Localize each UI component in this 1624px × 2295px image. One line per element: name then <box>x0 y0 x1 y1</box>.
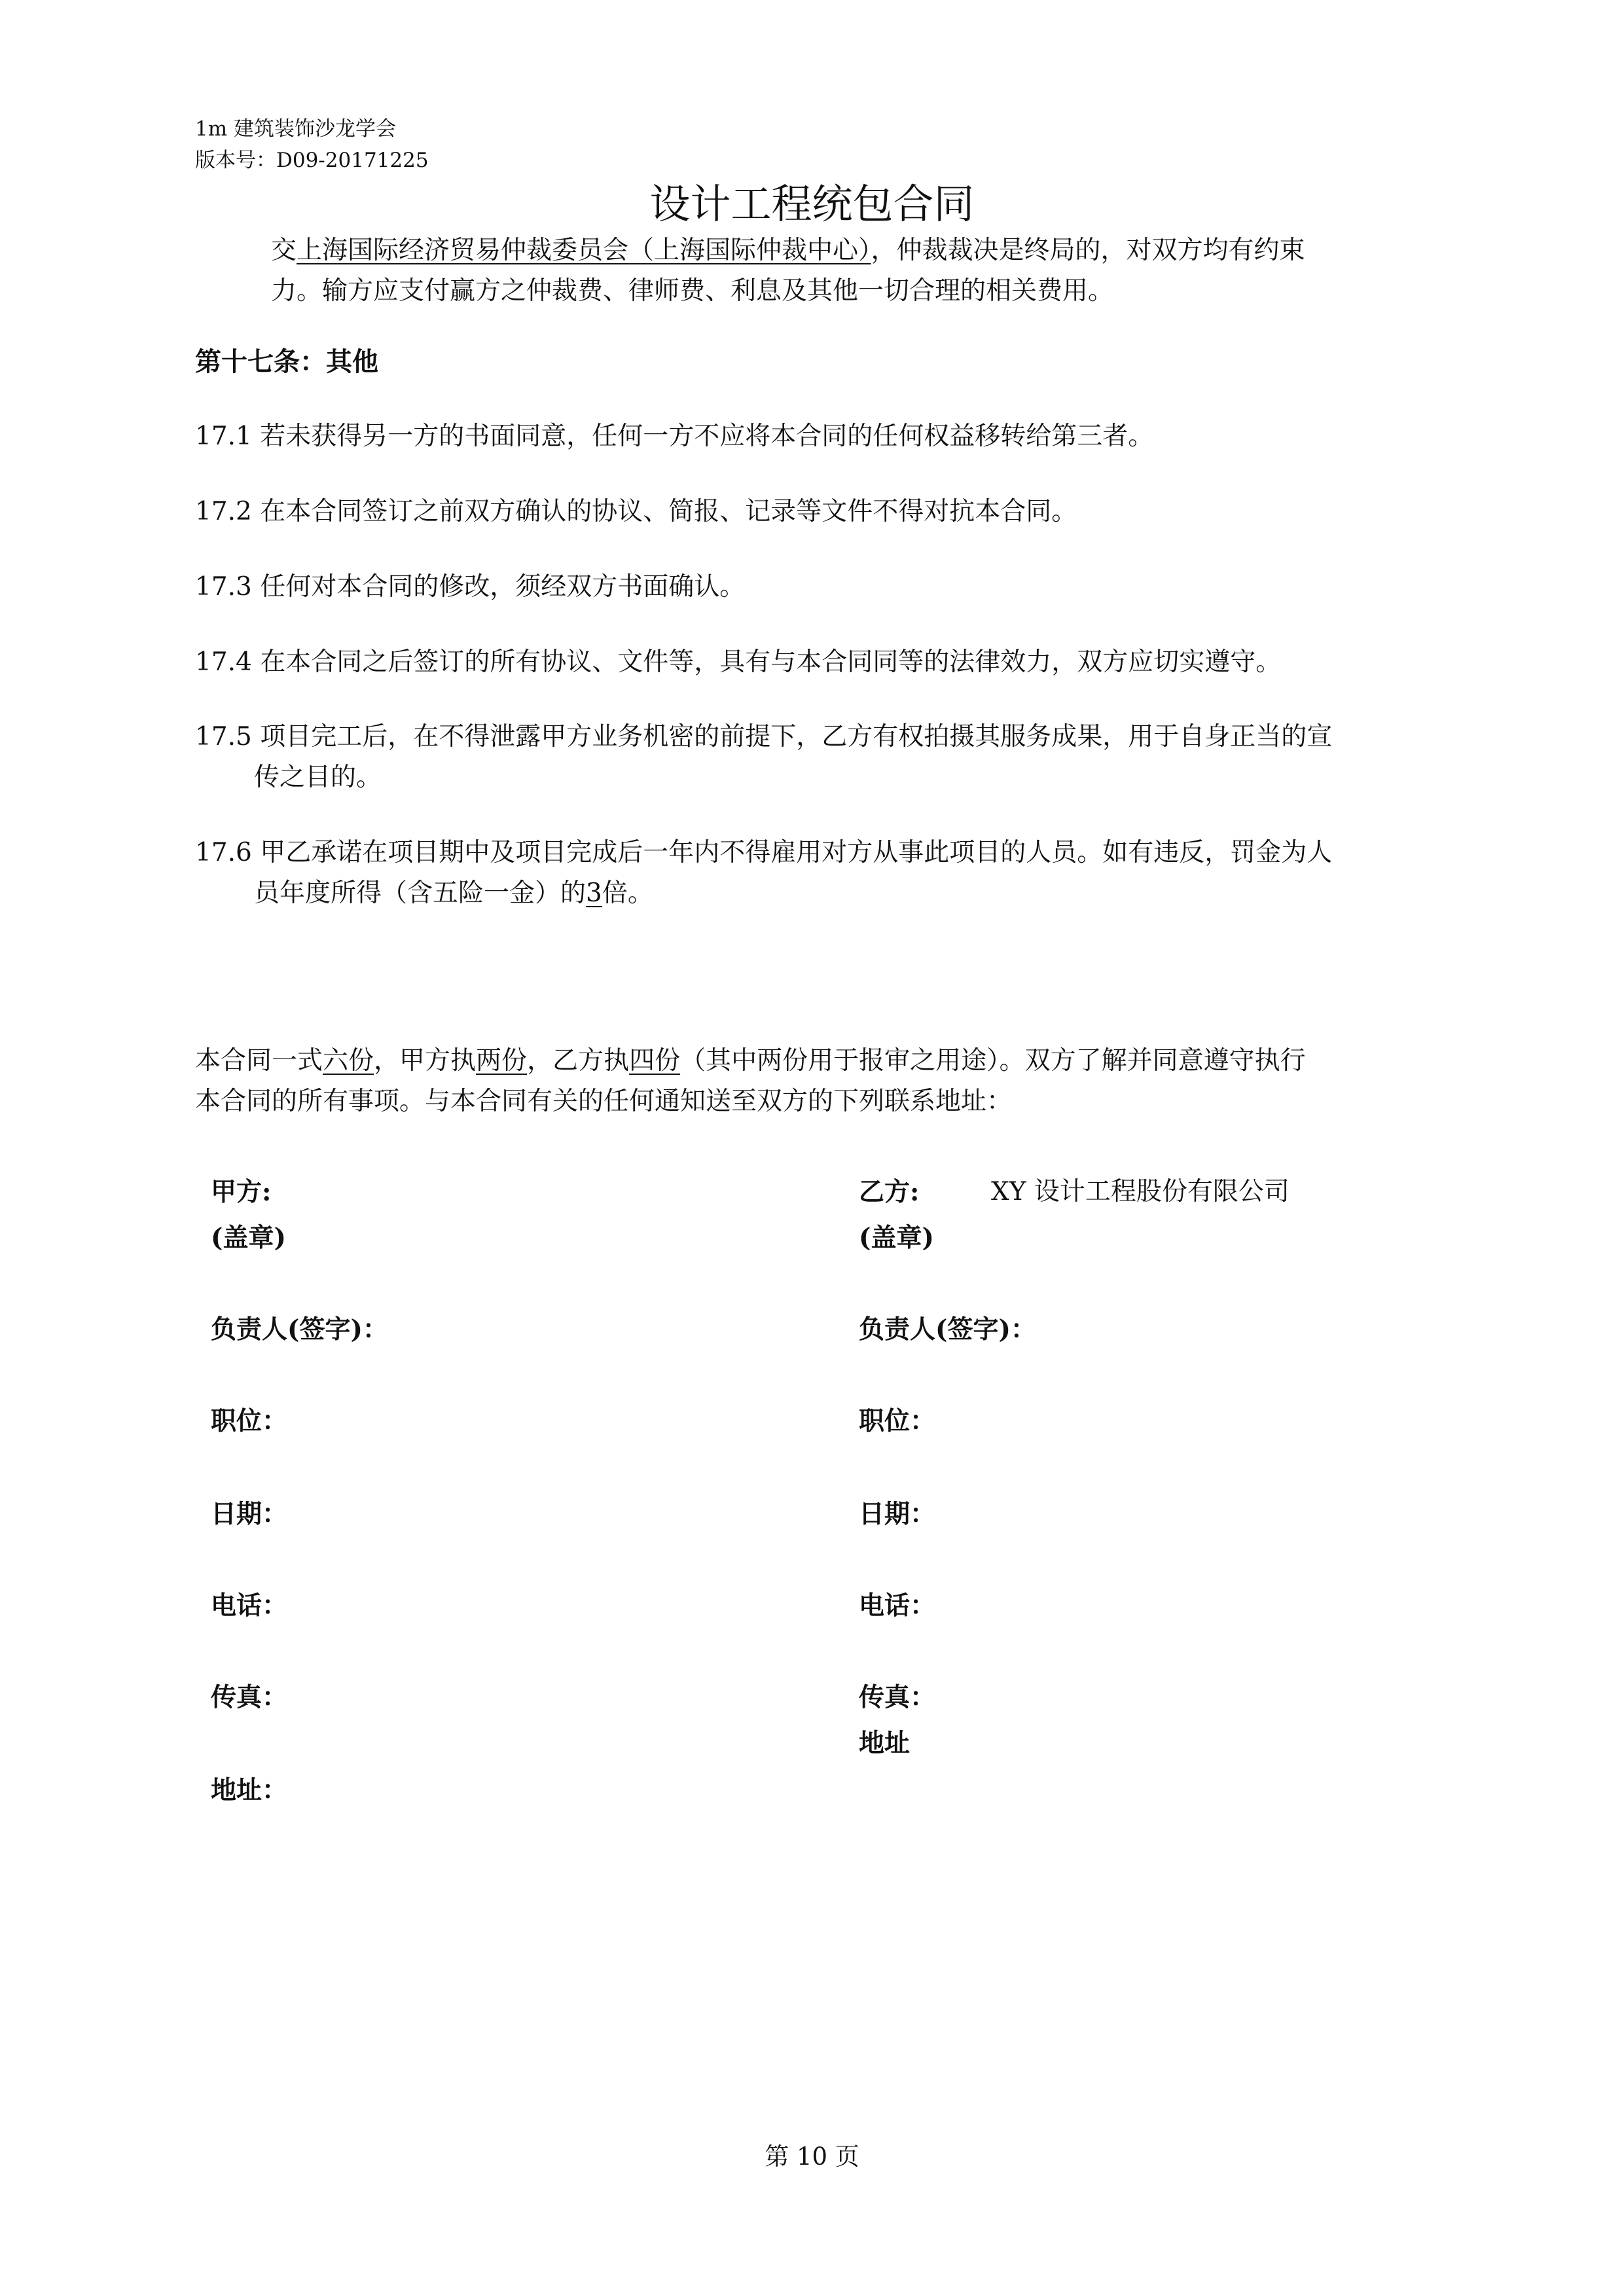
clause-line-2-suffix: 倍。 <box>602 878 653 908</box>
clause-line-2 <box>195 873 1458 914</box>
copies-text: （其中两份用于报审之用途）。双方了解并同意遵守执行 <box>680 1046 1306 1075</box>
copies-party-b: 四份 <box>629 1046 681 1075</box>
party-a-date: 日期： <box>211 1499 288 1529</box>
clause-17-6 <box>195 833 1458 914</box>
party-a-fax: 传真： <box>211 1682 288 1712</box>
party-b-date: 日期： <box>859 1499 936 1529</box>
clause-17-4 <box>195 642 1458 683</box>
arbitration-body: 上海国际经济贸易仲裁委员会（上海国际仲裁中心） <box>297 236 871 265</box>
intro-line-2: 力。输方应支付赢方之仲裁费、律师费、利息及其他一切合理的相关费用。 <box>271 276 1114 306</box>
copies-text: ，乙方执 <box>527 1046 630 1075</box>
clause-line-2: 传之目的。 <box>254 763 382 792</box>
clause-text: 17.3 任何对本合同的修改，须经双方书面确认。 <box>195 572 746 602</box>
party-a-label: 甲方: <box>211 1177 272 1207</box>
copies-line-2: 本合同的所有事项。与本合同有关的任何通知送至双方的下列联系地址： <box>195 1087 1013 1116</box>
copies-text: ，甲方执 <box>374 1046 477 1075</box>
section-heading: 第十七条：其他 <box>195 346 378 377</box>
clause-17-3 <box>195 567 1458 607</box>
party-a-address: 地址： <box>211 1775 288 1805</box>
clause-17-5 <box>195 717 1458 798</box>
party-a-phone: 电话： <box>211 1591 288 1621</box>
party-b-address: 地址 <box>859 1728 911 1758</box>
party-a-seal: (盖章) <box>211 1223 286 1253</box>
clause-line-2-prefix: 员年度所得（含五险一金）的 <box>254 878 586 908</box>
clause-text: 17.4 在本合同之后签订的所有协议、文件等，具有与本合同同等的法律效力，双方应切实遵守。 <box>195 647 1282 677</box>
party-b-fax: 传真： <box>859 1682 936 1712</box>
clause-17-2 <box>195 492 1458 532</box>
party-b-phone: 电话： <box>859 1591 936 1621</box>
copies-text: 本合同一式 <box>195 1046 323 1075</box>
party-b-name: XY 设计工程股份有限公司 <box>991 1177 1290 1206</box>
copies-total: 六份 <box>323 1046 374 1075</box>
clause-line-1: 17.6 甲乙承诺在项目期中及项目完成后一年内不得雇用对方从事此项目的人员。如有违反，罚金为人 <box>195 838 1333 867</box>
copies-party-a: 两份 <box>476 1046 528 1075</box>
document-title: 设计工程统包合同 <box>649 180 975 228</box>
page-number: 第 10 页 <box>765 2142 859 2171</box>
party-b-position: 职位： <box>859 1406 936 1436</box>
intro-prefix: 交 <box>271 236 297 265</box>
party-b-label: 乙方: <box>859 1177 920 1207</box>
clause-line-1: 17.5 项目完工后，在不得泄露甲方业务机密的前提下，乙方有权拍摄其服务成果，用于自身正当的宣 <box>195 722 1333 751</box>
clause-text: 17.2 在本合同签订之前双方确认的协议、简报、记录等文件不得对抗本合同。 <box>195 497 1077 526</box>
party-a-position: 职位： <box>211 1406 288 1436</box>
party-b-responsible: 负责人(签字)： <box>859 1314 1036 1345</box>
header-org-line: 1m 建筑装饰沙龙学会 <box>195 117 396 141</box>
intro-suffix: ，仲裁裁决是终局的，对双方均有约束 <box>871 236 1305 265</box>
party-a-responsible: 负责人(签字)： <box>211 1314 388 1345</box>
intro-line-1 <box>271 230 1305 271</box>
copies-line-1 <box>195 1041 1306 1081</box>
clause-text: 17.1 若未获得另一方的书面同意，任何一方不应将本合同的任何权益移转给第三者。 <box>195 422 1154 451</box>
clause-17-1 <box>195 416 1458 457</box>
penalty-multiplier: 3 <box>586 878 602 908</box>
party-b-seal: (盖章) <box>859 1223 934 1253</box>
header-version-line: 版本号：D09-20171225 <box>195 149 429 172</box>
